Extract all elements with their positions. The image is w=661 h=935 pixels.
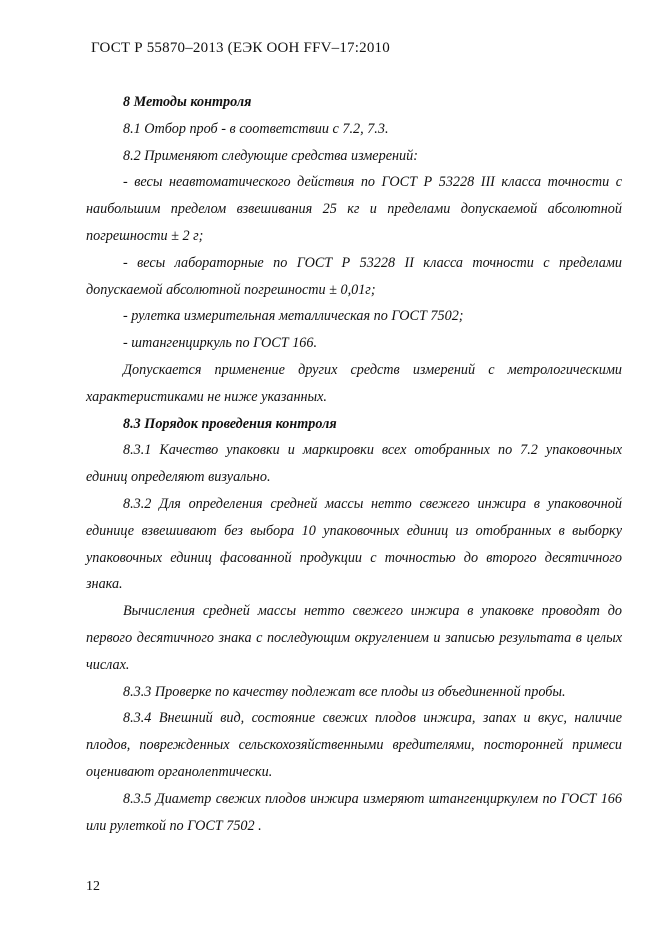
list-item-tape-measure: - рулетка измерительная металлическая по ГОСТ 7502;: [123, 308, 464, 325]
section-heading-8: 8 Методы контроля: [123, 94, 252, 110]
list-item-caliper: - штангенциркуль по ГОСТ 166.: [123, 335, 318, 352]
page-number: 12: [86, 879, 100, 894]
list-item-scales-laboratory: - весы лабораторные по ГОСТ Р 53228 II класса точности с пределами допускаемой абсолютной погрешности ± 0,01г;: [86, 254, 622, 298]
document-body: [86, 89, 622, 839]
paragraph-8-3-2: 8.3.2 Для определения средней массы нетто свежего инжира в упаковочной единице взвешивают без выбора 10 упаковочных единиц из отобранных в выборку упаковочных единиц фасованной продукции с точностью до второго десятичного знака.: [86, 495, 622, 593]
list-item-scales-nonautomatic: - весы неавтоматического действия по ГОСТ Р 53228 III класса точности с наибольшим пределом взвешивания 25 кг и пределами допускаемой абсолютной погрешности ± 2 г;: [86, 174, 622, 244]
paragraph-8-3-1: 8.3.1 Качество упаковки и маркировки всех отобранных по 7.2 упаковочных единиц определяют визуально.: [86, 442, 622, 486]
paragraph-mass-calculation: Вычисления средней массы нетто свежего инжира в упаковке проводят до первого десятичного знака с последующим округлением и записью результата в целых числах.: [86, 603, 622, 673]
section-heading-8-3: 8.3 Порядок проведения контроля: [123, 415, 337, 432]
paragraph-8-3-4: 8.3.4 Внешний вид, состояние свежих плодов инжира, запах и вкус, наличие плодов, поврежденных сельскохозяйственными вредителями, посторонней примеси оценивают органолептически.: [86, 710, 622, 780]
paragraph-8-1: 8.1 Отбор проб - в соответствии с 7.2, 7.3.: [123, 120, 389, 137]
paragraph-8-3-5: 8.3.5 Диаметр свежих плодов инжира измеряют штангенциркулем по ГОСТ 166 или рулеткой по ГОСТ 7502 .: [86, 790, 622, 834]
document-header: ГОСТ Р 55870–2013 (ЕЭК ООН FFV–17:2010: [91, 40, 390, 56]
paragraph-8-3-3: 8.3.3 Проверке по качеству подлежат все плоды из объединенной пробы.: [123, 683, 566, 700]
paragraph-alternative-instruments: Допускается применение других средств измерений с метрологическими характеристиками не ниже указанных.: [86, 361, 622, 405]
paragraph-8-2: 8.2 Применяют следующие средства измерений:: [123, 147, 418, 164]
